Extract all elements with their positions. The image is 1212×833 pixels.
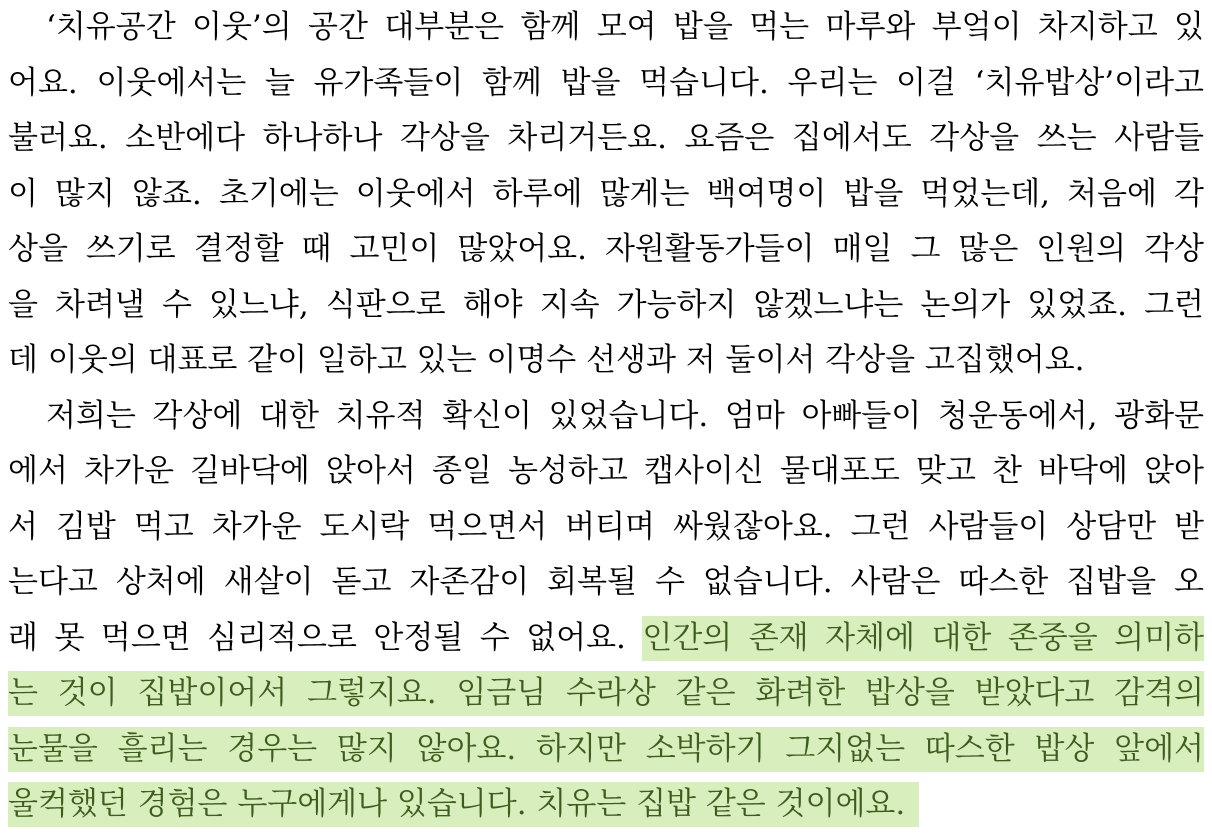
text-line-2: [8, 56, 1204, 112]
line-text: 어요. 이웃에서는 늘 유가족들이 함께 밥을 먹습니다. 우리는 이걸 ‘치유밥상’이라고: [8, 64, 1204, 101]
line-text: 이 많지 않죠. 초기에는 이웃에서 하루에 많게는 백여명이 밥을 먹었는데, 처음에 각: [8, 175, 1204, 212]
text-line-7: [8, 333, 1204, 389]
line-text: 을 차려낼 수 있느냐, 식판으로 해야 지속 가능하지 않겠느냐는 논의가 있었죠. 그런: [8, 286, 1204, 323]
line-text: 상을 쓰기로 결정할 때 고민이 많았어요. 자원활동가들이 매일 그 많은 인원의 각상: [8, 231, 1204, 267]
text-line-10: [8, 500, 1204, 556]
highlighted-text: 눈물을 흘리는 경우는 많지 않아요. 하지만 소박하기 그지없는 따스한 밥상 앞에서: [8, 727, 1204, 772]
text-line-6: [8, 278, 1204, 334]
text-line-8: [8, 389, 1204, 445]
text-line-14: [8, 722, 1204, 778]
text-line-3: [8, 111, 1204, 167]
line-text: 에서 차가운 길바닥에 앉아서 종일 농성하고 캡사이신 물대포도 맞고 찬 바닥에 앉아: [8, 453, 1204, 489]
highlighted-text: 울컥했던 경험은 누구에게나 있습니다. 치유는 집밥 같은 것이에요.: [8, 782, 919, 827]
text-line-9: [8, 444, 1204, 500]
text-line-4: [8, 167, 1204, 223]
text-line-11: [8, 555, 1204, 611]
paragraph-1: [8, 0, 1204, 389]
text-line-5: [8, 222, 1204, 278]
text-line-13: [8, 666, 1204, 722]
highlighted-text: 는 것이 집밥이어서 그렇지요. 임금님 수라상 같은 화려한 밥상을 받았다고 감격의: [8, 671, 1204, 716]
line-text: 데 이웃의 대표로 같이 일하고 있는 이명수 선생과 저 둘이서 각상을 고집했어요.: [8, 342, 1085, 378]
text-line-15: [8, 777, 1204, 833]
line-text: ‘치유공간 이웃’의 공간 대부분은 함께 모여 밥을 먹는 마루와 부엌이 차지하고 있: [46, 9, 1204, 45]
line-text: 래 못 먹으면 심리적으로 안정될 수 없어요.: [8, 619, 643, 656]
line-text: 불러요. 소반에다 하나하나 각상을 차리거든요. 요즘은 집에서도 각상을 쓰는 사람들: [8, 120, 1204, 156]
text-line-1: [8, 0, 1204, 56]
line-text: 서 김밥 먹고 차가운 도시락 먹으면서 버티며 싸웠잖아요. 그런 사람들이 상담만 받: [8, 508, 1204, 545]
line-text: 는다고 상처에 새살이 돋고 자존감이 회복될 수 없습니다. 사람은 따스한 집밥을 오: [8, 564, 1204, 600]
highlighted-text: 인간의 존재 자체에 대한 존중을 의미하: [642, 616, 1204, 661]
text-line-12: [8, 611, 1204, 667]
paragraph-2: [8, 389, 1204, 833]
line-text: 저희는 각상에 대한 치유적 확신이 있었습니다. 엄마 아빠들이 청운동에서, 광화문: [46, 397, 1204, 434]
